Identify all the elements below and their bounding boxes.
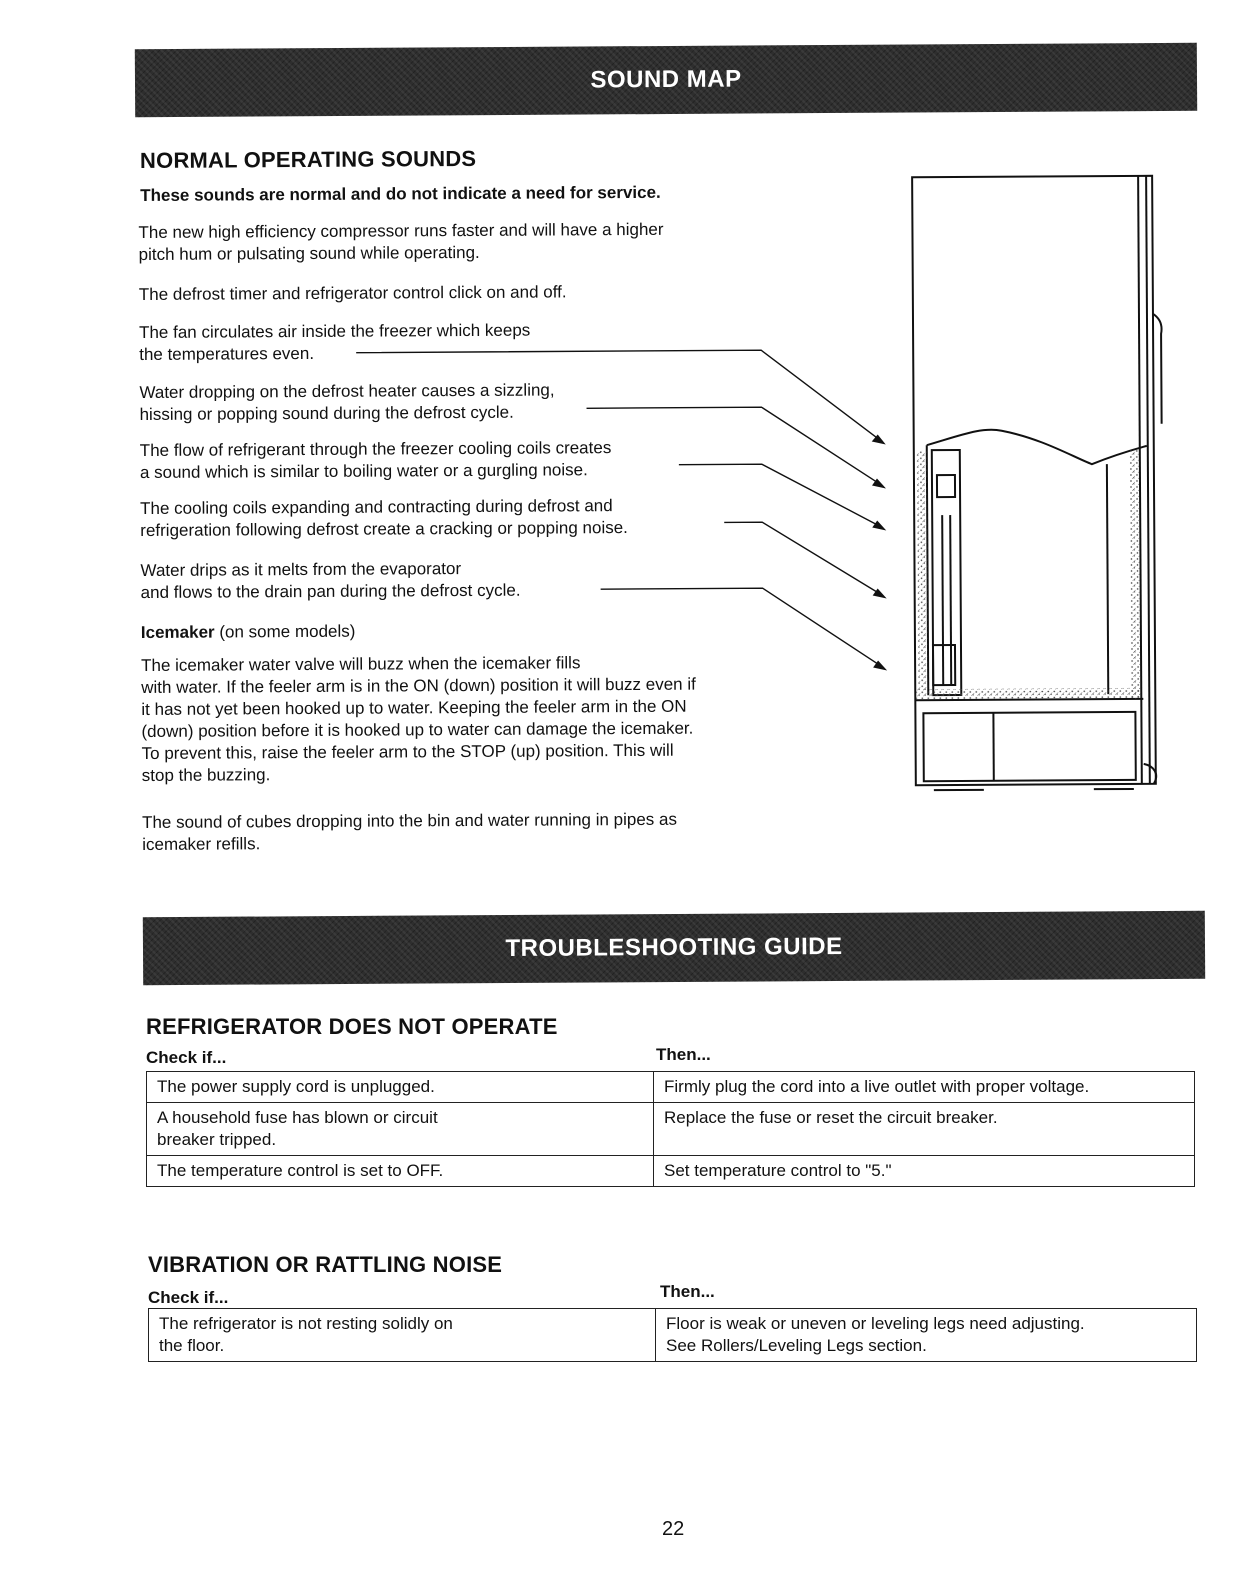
sound-item-compressor: The new high efficiency compressor runs faster and will have a higher pitch hum or pulsating sound while operating. bbox=[138, 219, 664, 265]
sound-item-refrigerant-flow: The flow of refrigerant through the freezer cooling coils creates a sound which is similar to boiling water or a gurgling noise. bbox=[139, 438, 612, 483]
icemaker-text: The icemaker water valve will buzz when the icemaker fills with water. If the feeler arm is in the ON (down) position it will buzz even if it has not yet been hooked up to water. Keeping the feeler arm in the ON (down) position before it is hooked up to water can damage the icemaker. To prevent this, raise the feeler arm to the STOP (up) position. This will stop the buzzing. bbox=[141, 653, 696, 786]
sound-map-title: SOUND MAP bbox=[590, 65, 742, 94]
troubleshooting-title: TROUBLESHOOTING GUIDE bbox=[505, 932, 843, 963]
leader-lines bbox=[356, 349, 883, 670]
then-cell: Replace the fuse or reset the circuit breaker. bbox=[654, 1103, 1195, 1156]
check-cell: The temperature control is set to OFF. bbox=[147, 1156, 654, 1187]
check-cell: A household fuse has blown or circuit breaker tripped. bbox=[147, 1103, 654, 1156]
cubes-text: The sound of cubes dropping into the bin and water running in pipes as icemaker refills. bbox=[141, 809, 678, 854]
vibration-check-label: Check if... bbox=[148, 1288, 229, 1307]
icemaker-label: Icemaker bbox=[140, 622, 215, 643]
table-row bbox=[147, 1156, 1195, 1187]
troubleshooting-banner bbox=[143, 911, 1205, 985]
sound-item-defrost-timer: The defrost timer and refrigerator control click on and off. bbox=[138, 282, 567, 305]
normal-sounds-intro: These sounds are normal and do not indicate a need for service. bbox=[140, 182, 661, 205]
check-cell: The refrigerator is not resting solidly on the floor. bbox=[149, 1309, 656, 1362]
vibration-heading: VIBRATION OR RATTLING NOISE bbox=[148, 1252, 503, 1277]
leader-arrowheads bbox=[872, 434, 887, 670]
sound-item-fan: The fan circulates air inside the freezer which keeps the temperatures even. bbox=[138, 320, 531, 365]
sound-item-water-drips: Water drips as it melts from the evaporator and flows to the drain pan during the defrost cycle. bbox=[140, 559, 521, 603]
table-row bbox=[147, 1072, 1195, 1103]
check-cell: The power supply cord is unplugged. bbox=[147, 1072, 654, 1103]
table-row bbox=[147, 1103, 1195, 1156]
table-row bbox=[149, 1309, 1197, 1362]
sound-item-cooling-coils: The cooling coils expanding and contracting during defrost and refrigeration following defrost create a cracking or popping noise. bbox=[140, 496, 628, 541]
does-not-operate-check-label: Check if... bbox=[146, 1048, 227, 1067]
normal-sounds-heading: NORMAL OPERATING SOUNDS bbox=[139, 145, 477, 173]
sound-item-defrost-heater: Water dropping on the defrost heater causes a sizzling, hissing or popping sound during the defrost cycle. bbox=[139, 380, 555, 425]
then-cell: Firmly plug the cord into a live outlet with proper voltage. bbox=[654, 1072, 1195, 1103]
page-number: 22 bbox=[662, 1518, 685, 1540]
does-not-operate-table bbox=[146, 1071, 1195, 1187]
then-cell: Floor is weak or uneven or leveling legs need adjusting. See Rollers/Leveling Legs section. bbox=[656, 1309, 1197, 1362]
icemaker-note: (on some models) bbox=[214, 621, 356, 642]
does-not-operate-then-label: Then... bbox=[656, 1045, 711, 1064]
vibration-then-label: Then... bbox=[660, 1282, 715, 1301]
does-not-operate-heading: REFRIGERATOR DOES NOT OPERATE bbox=[146, 1014, 558, 1039]
then-cell: Set temperature control to "5." bbox=[654, 1156, 1195, 1187]
vibration-table bbox=[148, 1308, 1197, 1362]
